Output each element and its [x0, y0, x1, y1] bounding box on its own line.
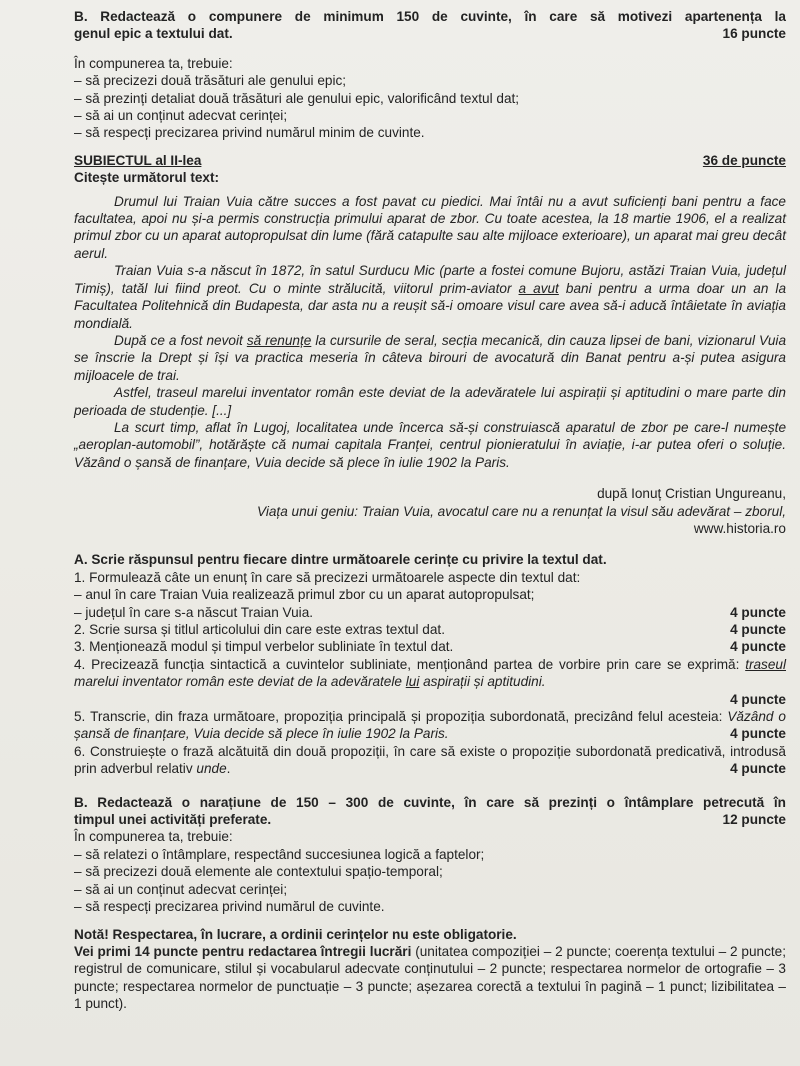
question-6-points: 4 puncte	[730, 761, 786, 777]
underlined-word-lui: lui	[405, 674, 420, 690]
subject-2-label: SUBIECTUL al II-lea	[74, 152, 202, 168]
subject-2-header	[74, 152, 786, 169]
passage-paragraph-2	[74, 262, 786, 332]
question-5	[74, 708, 786, 743]
question-4-text-a: 4. Precizează funcția sintactică a cuvintelor subliniate, menționând partea de vorbire prin care se exprimă:	[74, 656, 746, 672]
question-6	[74, 743, 786, 778]
question-2-row	[74, 621, 786, 638]
part-b1-requirements	[74, 72, 786, 142]
question-2-points: 4 puncte	[730, 622, 786, 637]
question-4-text-b: marelui inventator român este deviat de la adevăratele	[74, 674, 406, 690]
part-b1-title-row	[74, 25, 786, 42]
part-b1-title-line2: genul epic a textului dat.	[74, 26, 233, 42]
question-5-text: 5. Transcrie, din fraza următoare, propoziția principală și propoziția subordonată, precizând felul acesteia:	[74, 709, 728, 725]
question-6-text: 6. Construiește o frază alcătuită din două propoziții, în care să existe o propoziție subordonată predicativă, introdusă prin adverbul relativ	[74, 743, 786, 777]
underlined-verb-sa-renunte: să renunțe	[246, 332, 312, 348]
part-b1-points: 16 puncte	[722, 26, 786, 42]
grading-note	[74, 926, 786, 1013]
subject-2-points: 36 de puncte	[702, 152, 786, 168]
source-title: Viața unui geniu: Traian Vuia, avocatul care nu a renunțat la visul său adevărat – zborul,	[257, 503, 786, 519]
passage-paragraph-1: Drumul lui Traian Vuia către succes a fost pavat cu piedici. Mai întâi nu a avut suficienți bani pentru a face facultatea, apoi nu și-a permis construcția primului aparat de zbor. Cu toate acestea, la 18 martie 1906, el a realizat primul zbor cu un aparat autopropulsat din lume (fără catapulte sau alte mijloace exterioare), un aparat mai greu decât aerul.	[74, 193, 786, 261]
note-line-2	[74, 943, 786, 1013]
part-b2-section	[74, 794, 786, 916]
source-author: după Ionuț Cristian Ungureanu,	[597, 486, 786, 502]
question-3-points: 4 puncte	[730, 639, 786, 655]
note-rest: (unitatea compoziției – 2 puncte; coerența textului – 2 puncte; registrul de comunicare, stilul și vocabularul adecvate conținutului – 2 puncte; respectarea normelor de ortografie – 3 puncte; respectarea normelor de punctuație – 3 puncte; așezarea corectă a textului în pagină – 1 punct; lizibilitatea – 1 punct).	[74, 943, 787, 1012]
question-1-points: 4 puncte	[730, 604, 786, 620]
question-3: 3. Menționează modul și timpul verbelor subliniate în textul dat.	[74, 639, 454, 655]
question-5-sentence: Văzând o șansă de finanțare, Vuia decide să plece în iulie 1902 la Paris.	[74, 709, 786, 742]
part-a-title: A. Scrie răspunsul pentru fiecare dintre următoarele cerințe cu privire la textul dat.	[74, 552, 607, 568]
note-line-1: Notă! Respectarea, în lucrare, a ordinii cerințelor nu este obligatorie.	[74, 926, 517, 942]
requirement-item: – să ai un conținut adecvat cerinței;	[74, 108, 288, 124]
passage-paragraph-3	[74, 332, 786, 384]
part-b2-intro: În compunerea ta, trebuie:	[74, 829, 233, 845]
part-b1-title-line1: B. Redactează o compunere de minimum 150 de cuvinte, în care să motivezi apartenența la	[74, 9, 786, 24]
requirement-item: – să precizezi două elemente ale contextului spațio-temporal;	[74, 864, 443, 880]
question-4-points: 4 puncte	[730, 691, 786, 707]
passage-p3-text-a: După ce a fost nevoit	[114, 332, 247, 348]
requirement-item: – să relatezi o întâmplare, respectând succesiunea logică a faptelor;	[74, 846, 485, 862]
requirement-item: – să ai un conținut adecvat cerinței;	[74, 881, 288, 897]
question-1-item-a: – anul în care Traian Vuia realizează primul zbor cu un aparat autopropulsat;	[74, 587, 535, 603]
part-b2-requirements	[74, 846, 786, 916]
question-4-text-c: aspirații și aptitudini.	[419, 674, 546, 690]
part-b2-title-row	[74, 811, 786, 828]
part-b2-points: 12 puncte	[722, 812, 786, 828]
underlined-verb-a-avut: a avut	[518, 280, 559, 296]
part-b1-intro: În compunerea ta, trebuie:	[74, 55, 233, 71]
question-3-row	[74, 638, 786, 655]
read-prompt: Citește următorul text:	[74, 170, 220, 186]
requirement-item: – să prezinți detaliat două trăsături ale genului epic, valorificând textul dat;	[74, 90, 520, 106]
passage-source	[74, 485, 786, 537]
passage-paragraph-5: La scurt timp, aflat în Lugoj, localitatea unde încerca să-și construiască aparatul de zbor pe care-l numește „aeroplan-automobil”, hotărăște că numai capitala Franței, centrul pionieratului în aviație, i-ar putea oferi o soluție. Văzând o șansă de finanțare, Vuia decide să plece în iulie 1902 la Paris.	[74, 419, 786, 470]
passage-p2-text-b: bani pentru a urma doar un an la Facultatea Politehnică din Budapesta, dar asta nu a reușit să-i omoare visul care avea să-i aducă întâietate în aviația mondială.	[74, 280, 787, 331]
part-b1-section	[74, 8, 786, 142]
reading-passage	[74, 193, 786, 472]
underlined-word-traseul: traseul	[745, 656, 786, 672]
requirement-item: – să respecți precizarea privind numărul minim de cuvinte.	[74, 125, 425, 141]
requirement-item: – să precizezi două trăsături ale genului epic;	[74, 73, 347, 89]
requirement-item: – să respecți precizarea privind numărul de cuvinte.	[74, 899, 385, 915]
note-bold-part: Vei primi 14 puncte pentru redactarea întregii lucrări	[74, 943, 412, 959]
question-6-adverb: unde	[196, 761, 227, 777]
question-1-item-b: – județul în care s-a născut Traian Vuia.	[74, 604, 314, 620]
part-b2-title-line2: timpul unei activități preferate.	[74, 812, 272, 828]
passage-paragraph-4: Astfel, traseul marelui inventator român este deviat de la adevăratele lui aspirații și aptitudini o mare parte din perioada de studenție. [...]	[74, 385, 786, 418]
question-1: 1. Formulează câte un enunț în care să precizezi următoarele aspecte din textul dat:	[74, 569, 581, 585]
passage-p3-text-b: la cursurile de seral, secția mecanică, din cauza lipsei de bani, vizionarul Vuia se înscrie la Drept și își va practica meseria în câteva birouri de avocatură din Banat pentru a-și putea asigura mijloacele de trai.	[74, 332, 787, 383]
question-4	[74, 656, 786, 691]
part-a-section	[74, 551, 786, 777]
question-1-item-b-row	[74, 604, 786, 621]
question-6-period: .	[226, 761, 231, 777]
source-website: www.historia.ro	[693, 520, 786, 536]
part-b2-title-line1: B. Redactează o narațiune de 150 – 300 de cuvinte, în care să prezinți o întâmplare petrecută în	[74, 794, 786, 810]
question-5-points: 4 puncte	[730, 726, 786, 742]
question-2: 2. Scrie sursa și titlul articolului din care este extras textul dat.	[74, 622, 445, 637]
passage-p2-text-a: Traian Vuia s-a născut în 1872, în satul Surducu Mic (parte a fostei comune Bujoru, astăzi Traian Vuia, județul Timiș), tatăl lui fiind preot. Cu o minte strălucită, viitorul prim-aviator	[74, 263, 786, 296]
